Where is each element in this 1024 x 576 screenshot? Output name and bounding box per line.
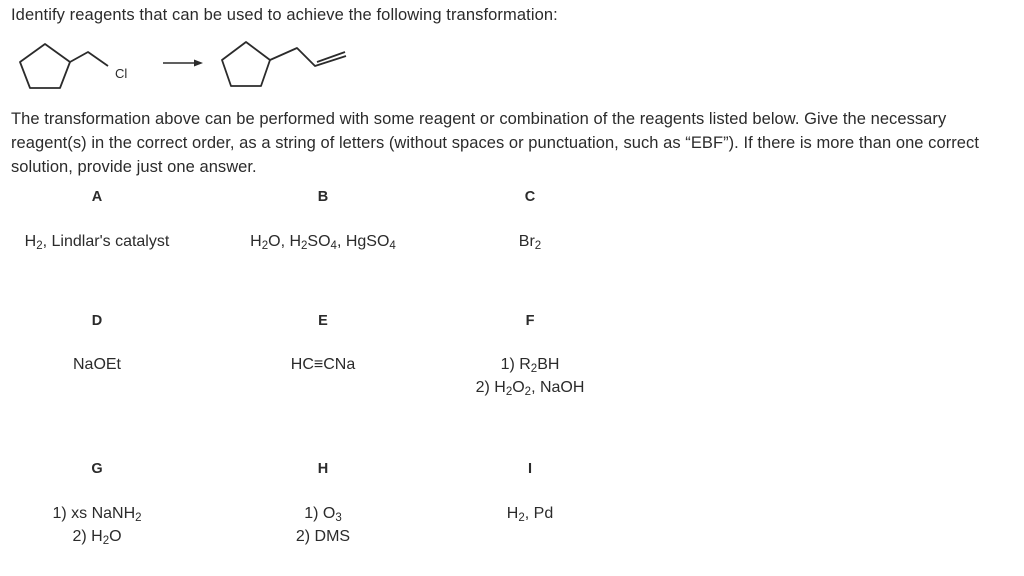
reagent-text-e [213,353,433,376]
reagent-text-i [420,502,640,525]
reagent-text-a [0,230,207,253]
reagent-text-h [213,502,433,548]
reagent-line: $H_2$, Pd [506,505,554,524]
starting-material-structure [20,44,108,88]
reagent-letter-f: F [525,313,535,329]
reagent-line: 2) $H_2O$ [72,528,122,547]
product-structure [222,42,346,86]
reagent-text-f [420,353,640,399]
reagent-text-d [0,353,207,376]
reaction-arrow [163,60,203,67]
instructions-text: The transformation above can be performed with some reagent or combination of the reagents listed below. Give the necessary reagent(s) in the correct order, as a string of letters (without spaces or punctuation, such as “EBF”). If there is more than one correct solution, provide just one answer. [11,110,979,176]
reagent-letter-a: A [91,189,103,205]
reagent-letter-b: B [317,189,329,205]
reagent-line: HC≡CNa [290,356,356,373]
reagent-letter-h: H [317,461,329,477]
reaction-scheme [0,30,400,96]
reagent-line: 2) $H_2O_2$, NaOH [475,379,585,398]
reagent-text-b [213,230,433,253]
reagent-line: $H_2O$, $H_2SO_4$, HgSO$_4$ [250,233,396,252]
reagent-letter-d: D [91,313,103,329]
reagent-line: $Br_2$ [518,233,542,252]
reagent-text-c [420,230,640,253]
reagent-line: NaOEt [72,356,121,373]
chlorine-label: Cl [115,66,128,81]
reagent-line: 1) $R_2BH$ [500,356,560,375]
reagent-letter-e: E [318,313,328,329]
reagent-text-g [0,502,207,548]
reagent-line: 2) DMS [295,528,351,545]
reagent-letter-i: I [527,461,533,477]
reagent-letter-c: C [524,189,536,205]
reagent-line: $H_2$, Lindlar's catalyst [24,233,170,252]
question-title: Identify reagents that can be used to achieve the following transformation: [11,6,558,24]
reagent-line: 1) $O_3$ [304,505,342,524]
reagent-line: 1) xs NaNH$_2$ [52,505,142,524]
reagent-letter-g: G [91,461,103,477]
